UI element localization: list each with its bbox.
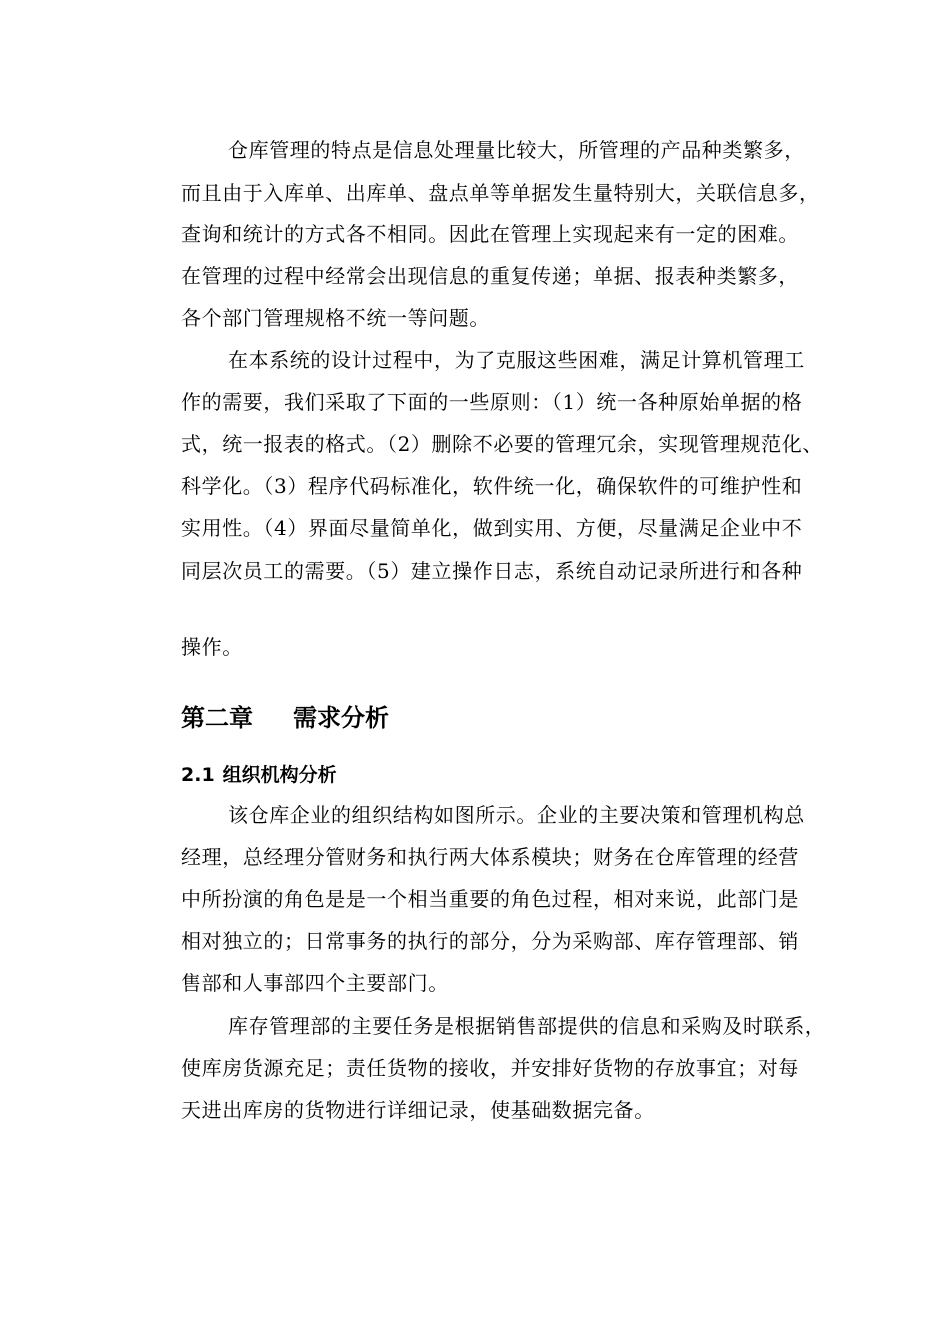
- paragraph-3-line: 相对独立的；日常事务的执行的部分，分为采购部、库存管理部、销: [181, 929, 799, 953]
- chapter-number: 第二章: [181, 704, 253, 732]
- paragraph-3-line: 经理，总经理分管财务和执行两大体系模块；财务在仓库管理的经营: [181, 845, 799, 869]
- section-heading: [181, 762, 337, 788]
- paragraph-2-line: 式，统一报表的格式。（2）删除不必要的管理冗余，实现管理规范化、: [181, 432, 823, 456]
- paragraph-3-line: 中所扮演的角色是是一个相当重要的角色过程，相对来说，此部门是: [181, 887, 799, 911]
- paragraph-1-line: 仓库管理的特点是信息处理量比较大，所管理的产品种类繁多，: [228, 138, 805, 162]
- paragraph-3-line: 该仓库企业的组织结构如图所示。企业的主要决策和管理机构总: [228, 803, 805, 827]
- paragraph-2-line: 实用性。（4）界面尽量简单化，做到实用、方便，尽量满足企业中不: [181, 516, 803, 540]
- paragraph-2-line: 操作。: [181, 635, 243, 659]
- paragraph-2-line: 作的需要，我们采取了下面的一些原则：（1）统一各种原始单据的格: [181, 390, 803, 414]
- paragraph-2-line: 科学化。（3）程序代码标准化，软件统一化，确保软件的可维护性和: [181, 474, 803, 498]
- chapter-heading: [181, 702, 389, 734]
- paragraph-1-line: 各个部门管理规格不统一等问题。: [181, 306, 490, 330]
- chapter-title: 需求分析: [293, 704, 389, 732]
- paragraph-4-line: 库存管理部的主要任务是根据销售部提供的信息和采购及时联系，: [228, 1014, 826, 1038]
- paragraph-4-line: 天进出库房的货物进行详细记录，使基础数据完备。: [181, 1098, 655, 1122]
- section-title: 组织机构分析: [222, 764, 337, 786]
- paragraph-2-line: 同层次员工的需要。（5）建立操作日志，系统自动记录所进行和各种: [181, 559, 803, 583]
- paragraph-1-line: 查询和统计的方式各不相同。因此在管理上实现起来有一定的困难。: [181, 222, 799, 246]
- section-number: 2.1: [181, 764, 215, 786]
- paragraph-4-line: 使库房货源充足；责任货物的接收，并安排好货物的存放事宜；对每: [181, 1056, 799, 1080]
- paragraph-1-line: 而且由于入库单、出库单、盘点单等单据发生量特别大，关联信息多，: [181, 181, 820, 205]
- paragraph-2-line: 在本系统的设计过程中，为了克服这些困难，满足计算机管理工: [228, 348, 805, 372]
- paragraph-3-line: 售部和人事部四个主要部门。: [181, 971, 449, 995]
- paragraph-1-line: 在管理的过程中经常会出现信息的重复传递；单据、报表种类繁多，: [181, 264, 799, 288]
